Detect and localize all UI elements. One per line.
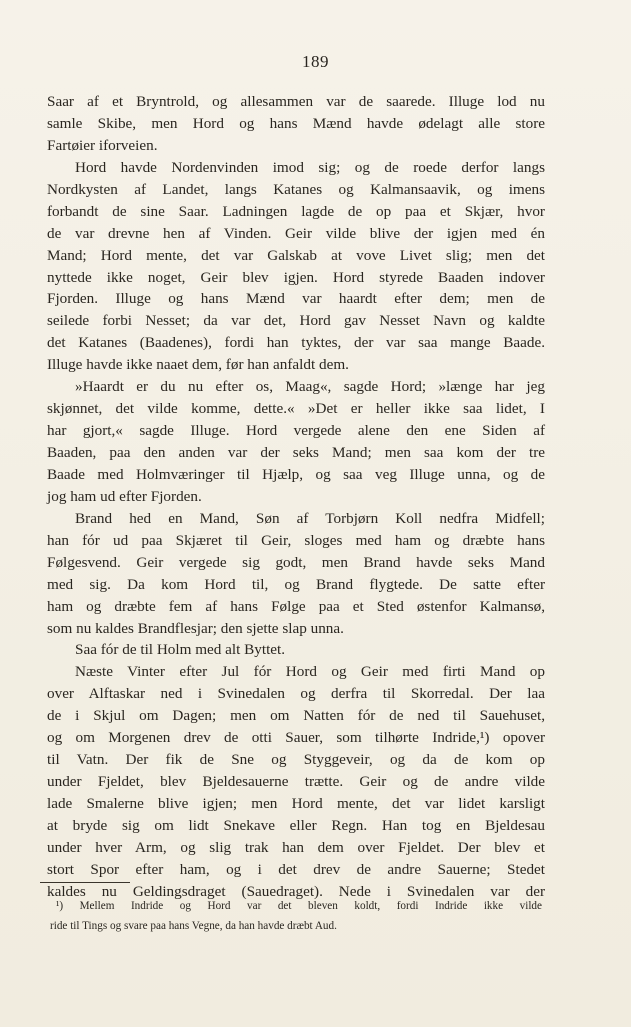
text-line: Følgesvend. Geir vergede sig godt, men Brand havde seks Mand bbox=[47, 553, 545, 571]
text-line: seilede forbi Nesset; da var det, Hord gav Nesset Navn og kaldte bbox=[47, 312, 545, 330]
text-line: Næste Vinter efter Jul fór Hord og Geir med firti Mand op bbox=[75, 663, 545, 681]
text-line: Illuge havde ikke naaet dem, før han anfaldt dem. bbox=[47, 356, 349, 374]
text-line: med sig. Da kom Hord til, og Brand flygtede. De satte efter bbox=[47, 575, 545, 593]
text-line: kaldes nu Geldingsdraget (Sauedraget). Nede i Svinedalen var der bbox=[47, 882, 545, 900]
text-line: at bryde sig om lidt Snekave eller Regn. Han tog en Bjeldesau bbox=[47, 816, 545, 834]
text-line: Saar af et Bryntrold, og allesammen var de saarede. Illuge lod nu bbox=[47, 93, 545, 110]
footnote-divider bbox=[40, 882, 130, 883]
text-line: »Haardt er du nu efter os, Maag«, sagde Hord; »længe har jeg bbox=[75, 378, 545, 396]
footnote-line: ride til Tings og svare paa hans Vegne, da han havde dræbt Aud. bbox=[50, 920, 337, 932]
text-line: Brand hed en Mand, Søn af Torbjørn Koll nedfra Midfell; bbox=[75, 509, 545, 527]
text-line: de i Skjul om Dagen; men om Natten fór de ned til Sauehuset, bbox=[47, 707, 545, 725]
text-line: nyttede ikke noget, Geir blev igjen. Hord styrede Baaden indover bbox=[47, 268, 545, 286]
text-line: skjønnet, det vilde komme, dette.« »Det er heller ikke saa lidet, I bbox=[47, 400, 545, 418]
page-number: 189 bbox=[302, 52, 329, 71]
text-line: Saa fór de til Holm med alt Byttet. bbox=[75, 641, 286, 659]
text-line: lade Smalerne blive igjen; men Hord mente, det var lidet karsligt bbox=[47, 795, 545, 812]
footnote-line: ¹) Mellem Indride og Hord var det bleven koldt, fordi Indride ikke vilde bbox=[56, 900, 542, 912]
text-line: Baade med Holmværinger til Hjælp, og saa veg Illuge unna, og de bbox=[47, 465, 545, 483]
body-text bbox=[47, 91, 545, 903]
text-line: som nu kaldes Brandflesjar; den sjette slap unna. bbox=[47, 619, 344, 637]
text-line: til Vatn. Der fik de Sne og Styggeveir, og da de kom op bbox=[47, 751, 545, 769]
text-line: under Fjeldet, blev Bjeldesauerne trætte. Geir og de andre vilde bbox=[47, 773, 545, 791]
text-line: under hver Arm, og slig trak han dem over Fjeldet. Der blev et bbox=[47, 838, 545, 856]
text-line: han fór ud paa Skjæret til Geir, sloges med ham og dræbte hans bbox=[47, 531, 545, 549]
text-line: har gjort,« sagde Illuge. Hord vergede alene den ene Siden af bbox=[47, 422, 545, 440]
text-line: Fjorden. Illuge og hans Mænd var haardt efter dem; men de bbox=[47, 290, 545, 308]
text-line: stort Spor efter ham, og i det drev de andre Sauerne; Stedet bbox=[47, 860, 545, 878]
text-line: over Alftaskar ned i Svinedalen og derfra til Skorredal. Der laa bbox=[47, 685, 545, 703]
text-line: det Katanes (Baadenes), fordi han tyktes, der var saa mange Baade. bbox=[47, 334, 545, 352]
text-line: og om Morgenen drev de otti Sauer, som tilhørte Indride,¹) opover bbox=[47, 729, 545, 747]
text-line: forbandt de sine Saar. Ladningen lagde de op paa et Skjær, hvor bbox=[47, 202, 545, 220]
text-line: ham og dræbte fem af hans Følge paa et Sted østenfor Kalmansø, bbox=[47, 597, 545, 615]
text-line: Mand; Hord mente, det var Galskab at vove Livet slig; men det bbox=[47, 246, 545, 264]
text-line: Baaden, paa den anden var der seks Mand; men saa kom der tre bbox=[47, 444, 545, 461]
text-line: Fartøier iforveien. bbox=[47, 136, 158, 154]
text-line: jog ham ud efter Fjorden. bbox=[47, 487, 202, 505]
text-line: Hord havde Nordenvinden imod sig; og de roede derfor langs bbox=[75, 158, 545, 176]
footnotes bbox=[50, 896, 542, 936]
text-line: samle Skibe, men Hord og hans Mænd havde ødelagt alle store bbox=[47, 114, 545, 132]
text-line: Nordkysten af Landet, langs Katanes og Kalmansaavik, og imens bbox=[47, 180, 545, 198]
text-line: de var drevne hen af Vinden. Geir vilde blive der igjen med én bbox=[47, 224, 545, 242]
